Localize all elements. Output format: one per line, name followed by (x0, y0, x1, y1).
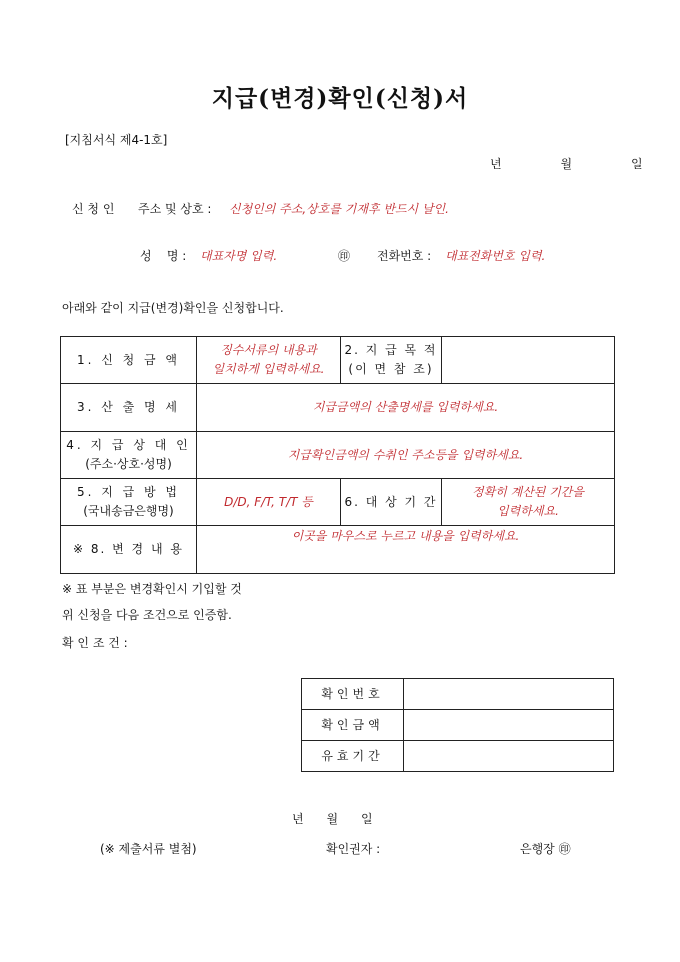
period-hint-1: 정확히 계산된 기간을 (472, 485, 584, 499)
calculation-label: 3. 산 출 명 세 (61, 384, 197, 432)
period-field[interactable] (442, 479, 615, 526)
document-title: 지급(변경)확인(신청)서 (211, 85, 469, 112)
confirmation-table (301, 678, 614, 772)
counterparty-label (61, 432, 197, 479)
address-field[interactable]: 신청인의 주소,상호를 기재후 반드시 날인. (229, 202, 449, 216)
purpose-field[interactable] (442, 337, 615, 384)
valid-period-field[interactable] (404, 741, 614, 772)
bank-head-signature: 은행장 ㊞ (520, 842, 571, 856)
application-date: 년 월 일 (490, 157, 643, 171)
purpose-label-1: 2. 지 급 목 적 (344, 343, 438, 357)
name-label: 성 명 : (140, 249, 187, 263)
confirm-amount-field[interactable] (404, 710, 614, 741)
counterparty-label-2: (주소·상호·성명) (85, 457, 172, 471)
amount-hint-1: 징수서류의 내용과 (220, 343, 317, 357)
confirm-amount-label: 확인금액 (302, 710, 404, 741)
counterparty-label-1: 4. 지 급 상 대 인 (66, 438, 191, 452)
form-number: [지침서식 제4-1호] (65, 133, 168, 147)
authority-label: 확인권자 : (326, 842, 381, 856)
amount-hint-2: 일치하게 입력하세요. (212, 362, 325, 376)
payment-method-label (61, 479, 197, 526)
table-row (61, 432, 615, 479)
period-label: 6. 대 상 기 간 (341, 479, 442, 526)
payment-method-label-2: (국내송금은행명) (83, 504, 174, 518)
table-row (61, 479, 615, 526)
amount-field[interactable] (197, 337, 341, 384)
table-row (61, 526, 615, 574)
phone-field[interactable]: 대표전화번호 입력. (445, 249, 546, 263)
calculation-field[interactable]: 지급금액의 산출명세를 입력하세요. (197, 384, 615, 432)
confirm-conditions-label: 확 인 조 건 : (62, 636, 128, 650)
table-row (302, 741, 614, 772)
valid-period-label: 유효기간 (302, 741, 404, 772)
payment-method-field[interactable]: D/D, F/T, T/T 등 (197, 479, 341, 526)
phone-label: 전화번호 : (377, 249, 432, 263)
table-row (302, 679, 614, 710)
confirm-number-label: 확인번호 (302, 679, 404, 710)
address-label: 주소 및 상호 : (138, 202, 212, 216)
note-1: ※ 표 부분은 변경확인시 기입할 것 (62, 582, 242, 596)
table-row (61, 337, 615, 384)
application-table (60, 336, 615, 574)
confirm-number-field[interactable] (404, 679, 614, 710)
seal-mark: ㊞ (338, 249, 351, 263)
name-field[interactable]: 대표자명 입력. (200, 249, 278, 263)
intro-text: 아래와 같이 지급(변경)확인을 신청합니다. (62, 301, 284, 315)
table-row (302, 710, 614, 741)
amount-label: 1. 신 청 금 액 (61, 337, 197, 384)
purpose-label (341, 337, 442, 384)
change-label: ※ 8. 변 경 내 용 (61, 526, 197, 574)
purpose-label-2: (이 면 참 조) (348, 362, 434, 376)
counterparty-field[interactable]: 지급확인금액의 수취인 주소등을 입력하세요. (197, 432, 615, 479)
payment-method-label-1: 5. 지 급 방 법 (76, 485, 181, 499)
table-row (61, 384, 615, 432)
note-2: 위 신청을 다음 조건으로 인증함. (62, 608, 232, 622)
period-hint-2: 입력하세요. (497, 504, 559, 518)
applicant-label: 신 청 인 (72, 202, 115, 216)
footer-date: 년 월 일 (292, 812, 373, 826)
change-field[interactable]: 이곳을 마우스로 누르고 내용을 입력하세요. (197, 526, 615, 574)
attachment-note: (※ 제출서류 별첨) (100, 842, 197, 856)
